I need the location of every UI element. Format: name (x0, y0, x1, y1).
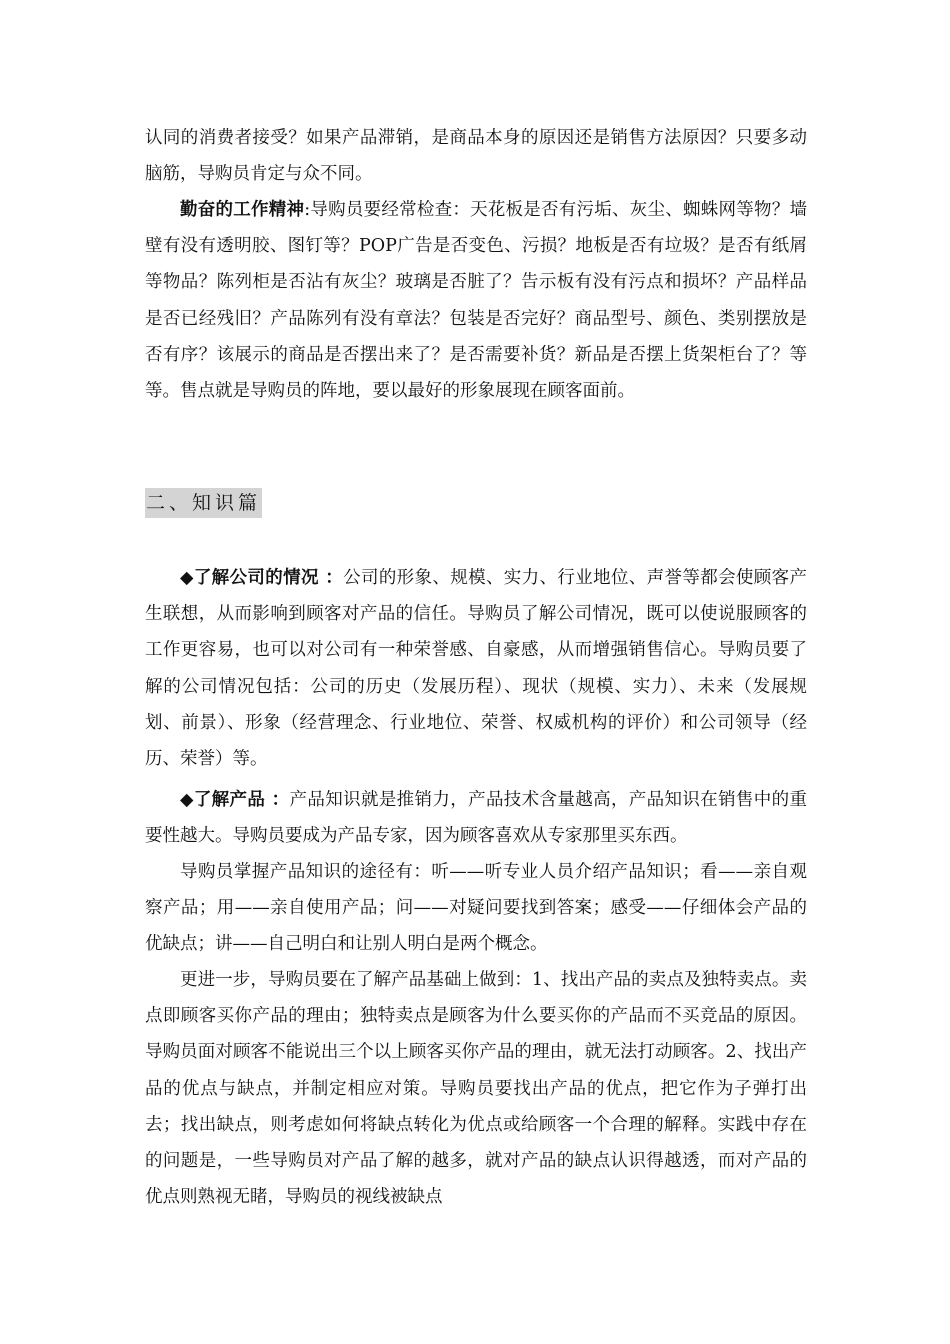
paragraph-company-info (145, 560, 807, 777)
paragraph-text: 公司的形象、规模、实力、行业地位、声誉等都会使顾客产生联想，从而影响到顾客对产品的信任。导购员了解公司情况，既可以使说服顾客的工作更容易，也可以对公司有一种荣誉感、自豪感，从而增强销售信心。导购员要了解的公司情况包括：公司的历史（发展历程）、现状（规模、实力）、未来（发展规划、前景）、形象（经营理念、行业地位、荣誉、权威机构的评价）和公司领导（经历、荣誉）等。 (145, 568, 807, 770)
paragraph-lead: ◆了解公司的情况 ： (180, 568, 344, 588)
paragraph-knowledge-channels (145, 854, 807, 963)
paragraph-text: 认同的消费者接受？如果产品滞销，是商品本身的原因还是销售方法原因？只要多动脑筋，导购员肯定与众不同。 (145, 128, 807, 185)
paragraph-work-spirit (145, 192, 807, 409)
paragraph-lead: 勤奋的工作精神 (180, 200, 305, 220)
paragraph-text: 导购员掌握产品知识的途径有：听——听专业人员介绍产品知识；看——亲自观察产品；用——亲自使用产品；问——对疑问要找到答案；感受——仔细体会产品的优缺点；讲——自己明白和让别人明白是两个概念。 (145, 862, 807, 955)
paragraph-continuation (145, 120, 807, 192)
paragraph-lead: ◆了解产品 ： (180, 790, 290, 810)
paragraph-product-info (145, 782, 807, 854)
paragraph-selling-points (145, 962, 807, 1215)
paragraph-text: 更进一步，导购员要在了解产品基础上做到：1、找出产品的卖点及独特卖点。卖点即顾客买你产品的理由；独特卖点是顾客为什么要买你的产品而不买竞品的原因。导购员面对顾客不能说出三个以上顾客买你产品的理由，就无法打动顾客。2、找出产品的优点与缺点，并制定相应对策。导购员要找出产品的优点，把它作为子弹打出去；找出缺点，则考虑如何将缺点转化为优点或给顾客一个合理的解释。实践中存在的问题是，一些导购员对产品了解的越多，就对产品的缺点认识得越透，而对产品的优点则熟视无睹，导购员的视线被缺点 (145, 970, 807, 1208)
section-heading: 二、知识篇 (145, 488, 262, 518)
paragraph-text: :导购员要经常检查：天花板是否有污垢、灰尘、蜘蛛网等物？墙壁有没有透明胶、图钉等？POP广告是否变色、污损？地板是否有垃圾？是否有纸屑等物品？陈列柜是否沾有灰尘？玻璃是否脏了？告示板有没有污点和损坏？产品样品是否已经残旧？产品陈列有没有章法？包装是否完好？商品型号、颜色、类别摆放是否有序？该展示的商品是否摆出来了？是否需要补货？新品是否摆上货架柜台了？等等。售点就是导购员的阵地，要以最好的形象展现在顾客面前。 (145, 200, 807, 402)
paragraph-text: 产品知识就是推销力，产品技术含量越高，产品知识在销售中的重要性越大。导购员要成为产品专家，因为顾客喜欢从专家那里买东西。 (145, 790, 807, 847)
